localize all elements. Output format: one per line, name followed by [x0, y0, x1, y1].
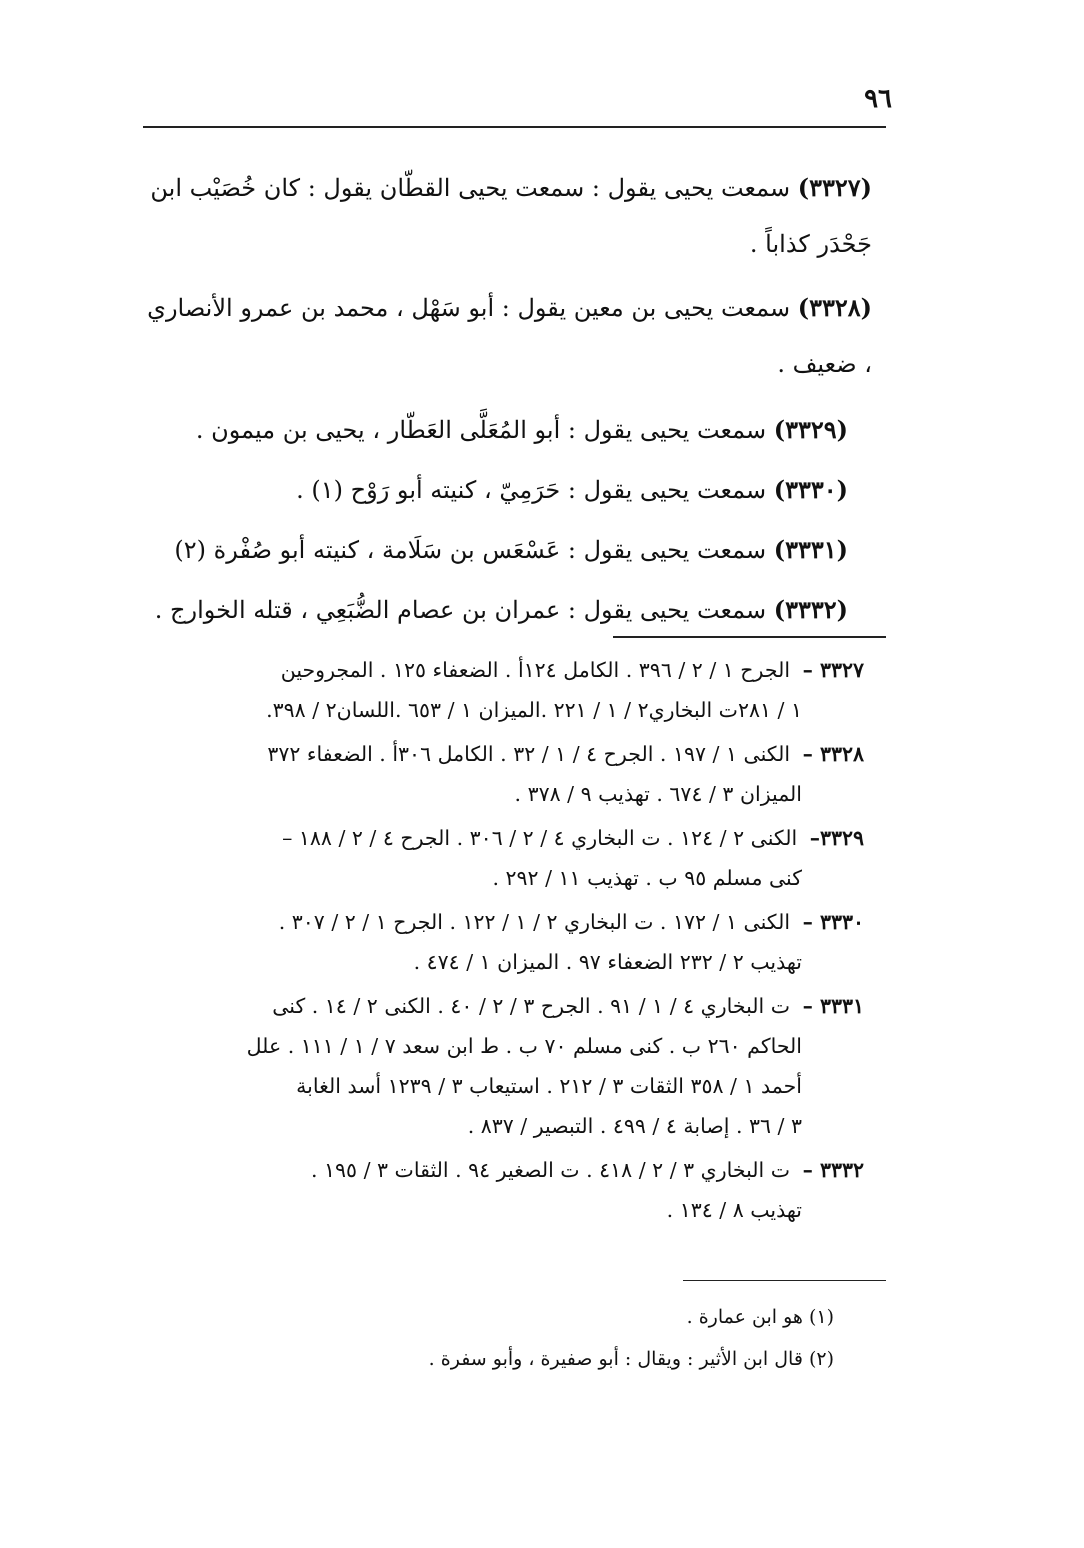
reference-number: ٣٣٣١ –: [802, 994, 864, 1018]
footnote-2: (٢) قال ابن الأثير : ويقال : أبو صفيرة ، وأبو سفرة .: [428, 1348, 834, 1370]
entry-3330: [142, 460, 872, 520]
reference-line: الجرح ١ / ٢ / ٣٩٦ . الكامل ١٢٤أ . الضعفاء ١٢٥ . المجروحين: [280, 658, 791, 682]
reference-3332: [164, 1150, 864, 1230]
reference-3331: [164, 986, 864, 1146]
reference-3330: [164, 902, 864, 982]
reference-notes: [164, 650, 864, 1234]
reference-3327: [164, 650, 864, 730]
entry-text: سمعت يحيى يقول : حَرَمِيّ ، كنيته أبو رَوْح (١) .: [296, 476, 767, 504]
entry-3328: [142, 280, 872, 392]
entry-number: (٣٣٢٨): [797, 293, 872, 322]
reference-number: ٣٣٢٩–: [809, 826, 864, 850]
section-rule: [613, 636, 886, 638]
header-rule: [143, 126, 886, 128]
entry-3329: [142, 400, 872, 460]
reference-line: أحمد ١ / ٣٥٨ الثقات ٣ / ٢١٢ . استيعاب ٣ / ١٢٣٩ أسد الغابة: [296, 1074, 802, 1098]
reference-line: ٣ / ٣٦ . إصابة ٤ / ٤٩٩ . التبصير / ٨٣٧ .: [467, 1114, 802, 1138]
reference-line: ت البخاري ٣ / ٢ / ٤١٨ . ت الصغير ٩٤ . الثقات ٣ / ١٩٥ .: [310, 1158, 791, 1182]
reference-number: ٣٣٣٢ –: [802, 1158, 864, 1182]
reference-number: ٣٣٣٠ –: [802, 910, 864, 934]
entry-number: (٣٣٣٠): [773, 475, 848, 504]
footnote-1: (١) هو ابن عمارة .: [686, 1306, 834, 1328]
reference-3329: [164, 818, 864, 898]
entry-text: سمعت يحيى يقول : سمعت يحيى القطّان يقول : كان خُصَيْب ابن جَحْدَر كذاباً .: [150, 174, 872, 258]
reference-number: ٣٣٢٨ –: [802, 742, 864, 766]
entry-number: (٣٣٢٩): [773, 415, 848, 444]
entry-3332: [142, 580, 872, 640]
entry-3327: [142, 160, 872, 272]
entry-number: (٣٣٣١): [773, 535, 848, 564]
entry-number: (٣٣٢٧): [797, 173, 872, 202]
page-number: ٩٦: [864, 84, 892, 114]
entry-text: سمعت يحيى يقول : عمران بن عصام الضُّبَعِي ، قتله الخوارج .: [154, 596, 767, 624]
reference-line: الحاكم ٢٦٠ ب . كنى مسلم ٧٠ ب . ط ابن سعد ٧ / ١ / ١١١ . علل: [246, 1034, 802, 1058]
footnote-rule: [683, 1280, 886, 1281]
reference-line: ١ / ٢٨١ت البخاري٢ / ١ / ٢٢١ .الميزان ١ / ٦٥٣ .اللسان٢ / ٣٩٨.: [266, 698, 802, 722]
reference-line: تهذيب ٨ / ١٣٤ .: [666, 1198, 802, 1222]
reference-number: ٣٣٢٧ –: [802, 658, 864, 682]
entry-text: سمعت يحيى بن معين يقول : أبو سَهْل ، محمد بن عمرو الأنصاري ، ضعيف .: [147, 294, 872, 378]
reference-line: كنى مسلم ٩٥ ب . تهذيب ١١ / ٢٩٢ .: [492, 866, 802, 890]
reference-3328: [164, 734, 864, 814]
narration-entries: [142, 160, 872, 640]
entry-3331: [142, 520, 872, 580]
footnotes: [214, 1296, 834, 1380]
entry-number: (٣٣٣٢): [773, 595, 848, 624]
reference-line: تهذيب ٢ / ٢٣٢ الضعفاء ٩٧ . الميزان ١ / ٤٧٤ .: [413, 950, 802, 974]
reference-line: الكنى ١ / ١٩٧ . الجرح ٤ / ١ / ٣٢ . الكامل ٣٠٦أ . الضعفاء ٣٧٢: [267, 742, 791, 766]
reference-line: الكنى ١ / ١٧٢ . ت البخاري ٢ / ١ / ١٢٢ . الجرح ١ / ٢ / ٣٠٧ .: [278, 910, 791, 934]
entry-text: سمعت يحيى يقول : عَسْعَس بن سَلَامة ، كنيته أبو صُفْرة (٢): [174, 536, 767, 564]
entry-text: سمعت يحيى يقول : أبو المُعَلَّى العَطّار ، يحيى بن ميمون .: [195, 416, 767, 444]
reference-line: ت البخاري ٤ / ١ / ٩١ . الجرح ٣ / ٢ / ٤٠ . الكنى ٢ / ١٤ . كنى: [272, 994, 791, 1018]
reference-line: الكنى ٢ / ١٢٤ . ت البخاري ٤ / ٢ / ٣٠٦ . الجرح ٤ / ٢ / ١٨٨ –: [282, 826, 798, 850]
reference-line: الميزان ٣ / ٦٧٤ . تهذيب ٩ / ٣٧٨ .: [514, 782, 802, 806]
